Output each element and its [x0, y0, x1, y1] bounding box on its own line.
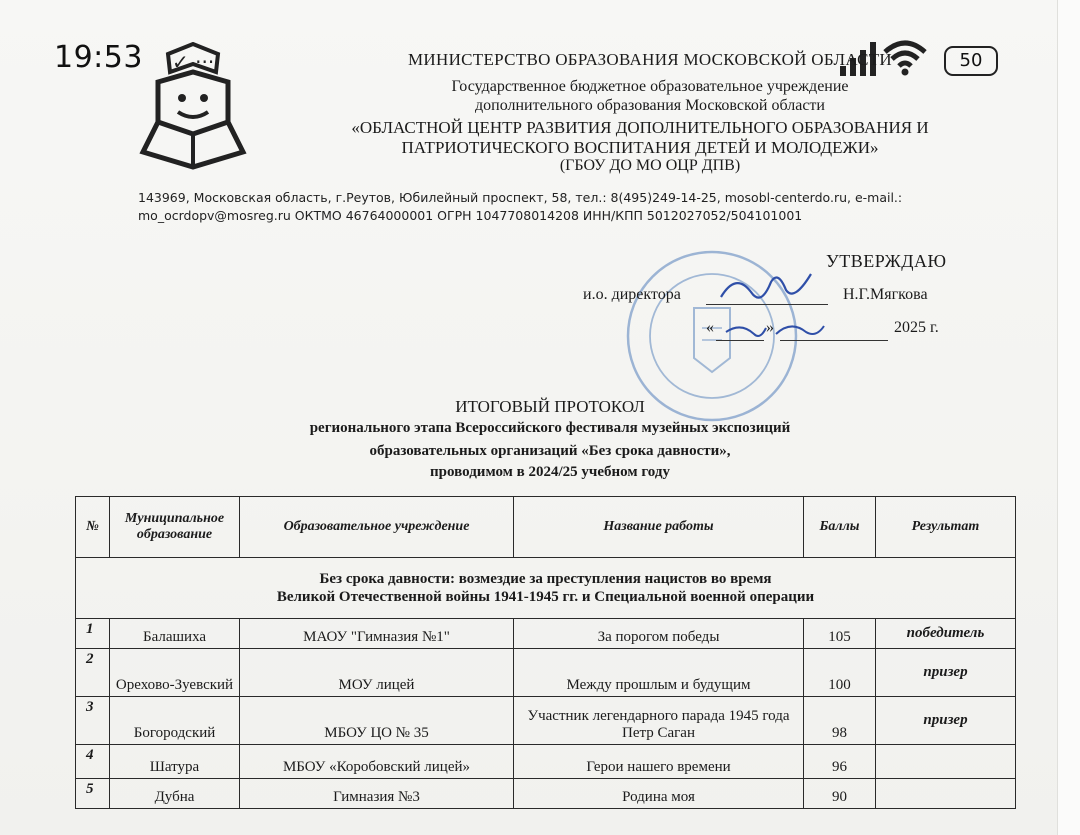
date-quote-close: »	[766, 319, 774, 336]
row-institution: МБОУ «Коробовский лицей»	[240, 745, 514, 779]
row-work: Герои нашего времени	[514, 745, 804, 779]
row-municipality: Балашиха	[110, 619, 240, 649]
header-institution: Образовательное учреждение	[240, 497, 514, 558]
institution-abbrev: (ГБОУ ДО МО ОЦР ДПВ)	[559, 157, 741, 174]
header-score: Баллы	[804, 497, 876, 558]
protocol-year: проводимом в 2024/25 учебном году	[430, 464, 670, 480]
row-work: Между прошлым и будущим	[514, 649, 804, 697]
signer-name: Н.Г.Мягкова	[843, 286, 928, 303]
row-result	[876, 745, 1016, 779]
table-row	[76, 779, 1016, 809]
institution-type: Государственное бюджетное образовательное учреждение	[451, 78, 849, 95]
section-row	[76, 558, 1016, 619]
header-work: Название работы	[514, 497, 804, 558]
status-time: 19:53	[54, 40, 143, 75]
institution-name-cont: ПАТРИОТИЧЕСКОГО ВОСПИТАНИЯ ДЕТЕЙ И МОЛОДЕЖИ»	[401, 138, 879, 157]
approval-caption: УТВЕРЖДАЮ	[826, 251, 947, 271]
requisites-line: mo_ocrdopv@mosreg.ru ОКТМО 46764000001 ОГРН 1047708014208 ИНН/КПП 5012027052/504101001	[138, 208, 803, 223]
section-title-line2: Великой Отечественной войны 1941-1945 гг. и Специальной военной операции	[276, 589, 815, 605]
organization-logo	[138, 42, 248, 172]
row-institution: МОУ лицей	[240, 649, 514, 697]
row-result	[876, 779, 1016, 809]
row-num: 4	[76, 745, 110, 779]
protocol-title: ИТОГОВЫЙ ПРОТОКОЛ	[455, 397, 645, 416]
row-num: 5	[76, 779, 110, 809]
battery-indicator: 50	[944, 46, 998, 76]
row-municipality: Орехово-Зуевский	[110, 649, 240, 697]
row-score: 105	[804, 619, 876, 649]
protocol-subtitle: регионального этапа Всероссийского фестиваля музейных экспозиций	[309, 420, 791, 436]
protocol-subtitle-cont: образовательных организаций «Без срока давности»,	[369, 443, 731, 459]
row-result: победитель	[876, 619, 1016, 649]
handwritten-signature	[716, 262, 826, 362]
table-row	[76, 745, 1016, 779]
header-result: Результат	[876, 497, 1016, 558]
row-municipality: Богородский	[110, 697, 240, 745]
row-result: призер	[876, 649, 1016, 697]
signer-post: и.о. директора	[583, 286, 681, 303]
row-institution: Гимназия №3	[240, 779, 514, 809]
table-row	[76, 619, 1016, 649]
row-num: 3	[76, 697, 110, 745]
section-title-line1: Без срока давности: возмездие за преступления нацистов во время	[319, 571, 772, 587]
results-table	[75, 496, 1016, 809]
ministry-name: МИНИСТЕРСТВО ОБРАЗОВАНИЯ МОСКОВСКОЙ ОБЛАСТИ	[408, 50, 892, 69]
page-edge	[1057, 0, 1080, 835]
header-num: №	[76, 497, 110, 558]
table-row	[76, 649, 1016, 697]
row-institution: МАОУ "Гимназия №1"	[240, 619, 514, 649]
table-row	[76, 697, 1016, 745]
row-score: 98	[804, 697, 876, 745]
row-score: 96	[804, 745, 876, 779]
row-work: За порогом победы	[514, 619, 804, 649]
header-municipality: Муниципальное образование	[110, 497, 240, 558]
table-header-row	[76, 497, 1016, 558]
row-municipality: Шатура	[110, 745, 240, 779]
section-title	[76, 558, 1016, 619]
row-result: призер	[876, 697, 1016, 745]
row-municipality: Дубна	[110, 779, 240, 809]
institution-type-cont: дополнительного образования Московской области	[475, 97, 825, 114]
date-year: 2025 г.	[894, 319, 939, 336]
row-score: 100	[804, 649, 876, 697]
row-num: 1	[76, 619, 110, 649]
contact-line: 143969, Московская область, г.Реутов, Юбилейный проспект, 58, тел.: 8(495)249-14-25, mosobl-centerdo.ru, e-mail.:	[138, 190, 903, 205]
status-notification-icons: ✓ ···	[172, 50, 215, 74]
row-institution: МБОУ ЦО № 35	[240, 697, 514, 745]
row-work: Участник легендарного парада 1945 года Петр Саган	[514, 697, 804, 745]
institution-name: «ОБЛАСТНОЙ ЦЕНТР РАЗВИТИЯ ДОПОЛНИТЕЛЬНОГО ОБРАЗОВАНИЯ И	[351, 118, 929, 137]
date-quote-open: «	[706, 319, 714, 336]
row-work: Родина моя	[514, 779, 804, 809]
row-score: 90	[804, 779, 876, 809]
row-num: 2	[76, 649, 110, 697]
